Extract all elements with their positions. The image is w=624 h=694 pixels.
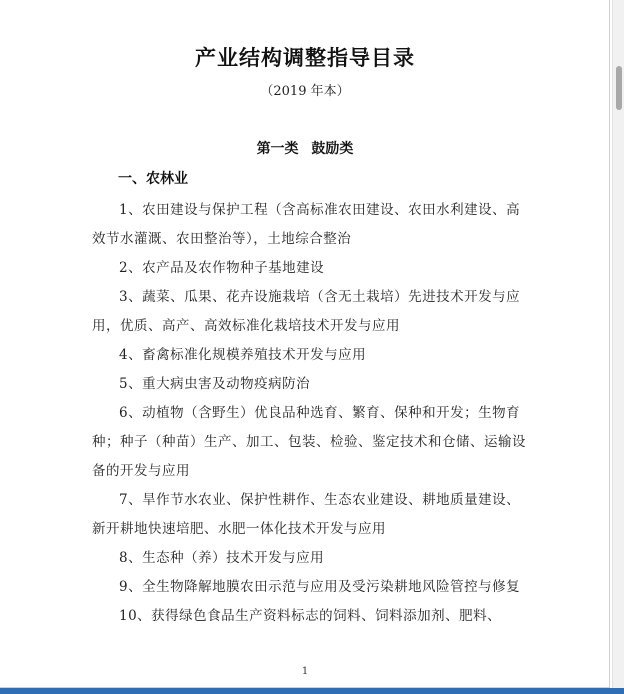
- bottom-strip: [0, 688, 624, 694]
- list-item: 7、旱作节水农业、保护性耕作、生态农业建设、耕地质量建设、新开耕地快速培肥、水肥一体化技术开发与应用: [92, 492, 521, 537]
- vertical-scrollbar[interactable]: [612, 0, 624, 688]
- section-heading: 一、农林业: [118, 171, 188, 187]
- document-title: 产业结构调整指导目录: [195, 46, 415, 70]
- list-item: 4、畜禽标准化规模养殖技术开发与应用: [119, 347, 367, 363]
- list-item: 10、获得绿色食品生产资料标志的饲料、饲料添加剂、肥料、: [119, 608, 502, 624]
- list-item: 9、全生物降解地膜农田示范与应用及受污染耕地风险管控与修复: [119, 579, 521, 595]
- scrollbar-thumb[interactable]: [616, 66, 622, 110]
- list-item: 5、重大病虫害及动物疫病防治: [119, 376, 311, 392]
- page-number: 1: [301, 666, 309, 677]
- list-item: 8、生态种（养）技术开发与应用: [119, 550, 325, 566]
- list-item: 2、农产品及农作物种子基地建设: [119, 260, 325, 276]
- category-heading: 第一类 鼓励类: [256, 141, 354, 157]
- list-item: 3、蔬菜、瓜果、花卉设施栽培（含无土栽培）先进技术开发与应用，优质、高产、高效标准化栽培技术开发与应用: [92, 289, 521, 334]
- list-item: 6、动植物（含野生）优良品种选育、繁育、保种和开发；生物育种；种子（种苗）生产、加工、包装、检验、鉴定技术和仓储、运输设备的开发与应用: [92, 405, 526, 479]
- document-subtitle: （2019 年本）: [260, 84, 350, 99]
- item-list: [92, 196, 532, 631]
- list-item: 1、农田建设与保护工程（含高标准农田建设、农田水利建设、高效节水灌溉、农田整治等），土地综合整治: [92, 202, 521, 247]
